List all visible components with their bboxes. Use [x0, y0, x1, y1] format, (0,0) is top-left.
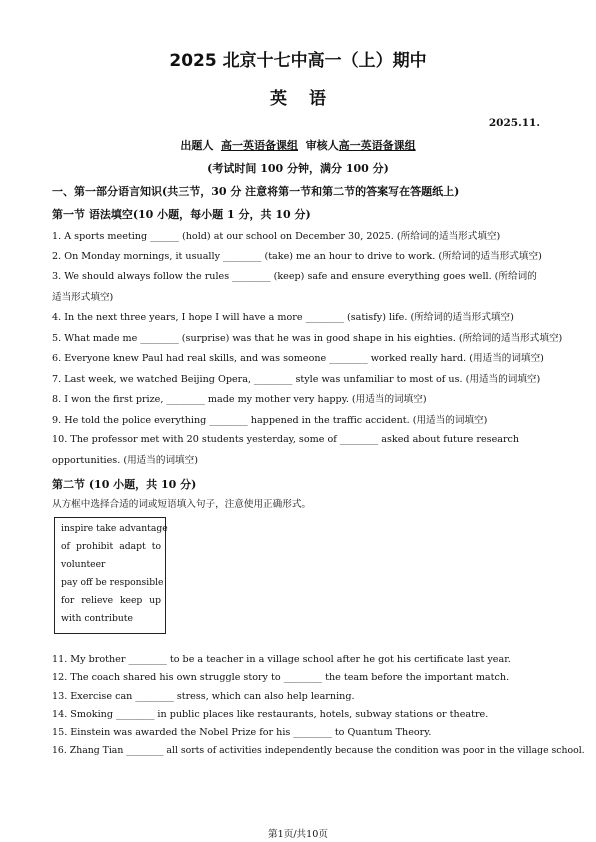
- setters-prefix: 出题人: [180, 139, 214, 152]
- setters-group-2: 高一英语备课组: [338, 139, 416, 152]
- question-6: 6. Everyone knew Paul had real skills, and was someone ________ worked really hard. (用适当的词填空): [52, 353, 544, 364]
- question-16: 16. Zhang Tian ________ all sorts of activities independently because the condition was poor in the village school.: [52, 745, 585, 756]
- question-3: 3. We should always follow the rules ________ (keep) safe and ensure everything goes well. (所给词的适当形式填空): [52, 271, 537, 303]
- exam-time-info: (考试时间 100 分钟，满分 100 分): [207, 162, 389, 175]
- question-5: 5. What made me ________ (surprise) was that he was in good shape in his eighties. (所给词的适当形式填空): [52, 333, 563, 344]
- word-box-line: for relieve keep up: [61, 595, 161, 606]
- question-11: 11. My brother ________ to be a teacher in a village school after he got his certificate last year.: [52, 654, 511, 665]
- question-4: 4. In the next three years, I hope I will have a more ________ (satisfy) life. (所给词的适当形式填空): [52, 312, 514, 323]
- exam-date: 2025.11.: [488, 117, 540, 129]
- question-13: 13. Exercise can ________ stress, which can also help learning.: [52, 691, 355, 702]
- question-10: 10. The professor met with 20 students yesterday, some of ________ asked about future research opportunities. (用适当的词填空): [52, 434, 520, 466]
- word-box: [54, 517, 166, 634]
- section2-instruction: 从方框中选择合适的词或短语填入句子，注意使用正确形式。: [52, 499, 312, 510]
- word-box-line: of prohibit adapt to: [61, 541, 161, 552]
- exam-title: 2025 北京十七中高一（上）期中: [169, 51, 427, 71]
- question-15: 15. Einstein was awarded the Nobel Prize for his ________ to Quantum Theory.: [52, 727, 432, 738]
- question-8: 8. I won the first prize, ________ made my mother very happy. (用适当的词填空): [52, 394, 427, 405]
- question-9: 9. He told the police everything ________ happened in the traffic accident. (用适当的词填空): [52, 415, 488, 426]
- question-12: 12. The coach shared his own struggle story to ________ the team before the important match.: [52, 672, 510, 683]
- question-1: 1. A sports meeting ______ (hold) at our school on December 30, 2025. (所给词的适当形式填空): [52, 231, 501, 242]
- section1-heading: 第一节 语法填空(10 小题，每小题 1 分，共 10 分): [52, 208, 311, 221]
- part1-heading: 一、第一部分语言知识(共三节，30 分 注意将第一节和第二节的答案写在答题纸上): [52, 185, 460, 198]
- page-number: 第1页/共10页: [268, 829, 328, 840]
- word-box-line: pay off be responsible: [61, 577, 164, 588]
- question-7: 7. Last week, we watched Beijing Opera, ________ style was unfamiliar to most of us. (用适当的词填空): [52, 374, 541, 385]
- word-box-line: with contribute: [61, 613, 133, 624]
- word-box-line: inspire take advantage: [61, 523, 168, 534]
- section2-heading: 第二节 (10 小题，共 10 分): [52, 478, 197, 491]
- question-14: 14. Smoking ________ in public places like restaurants, hotels, subway stations or theatre.: [52, 709, 489, 720]
- setters-group-1: 高一英语备课组: [221, 139, 298, 152]
- question-2: 2. On Monday mornings, it usually ________ (take) me an hour to drive to work. (所给词的适当形式填空): [52, 251, 542, 262]
- setters-mid: 审核人: [305, 139, 339, 152]
- exam-subject: 英语: [270, 89, 348, 109]
- word-box-line: volunteer: [61, 559, 106, 570]
- exam-setters: [0, 137, 596, 153]
